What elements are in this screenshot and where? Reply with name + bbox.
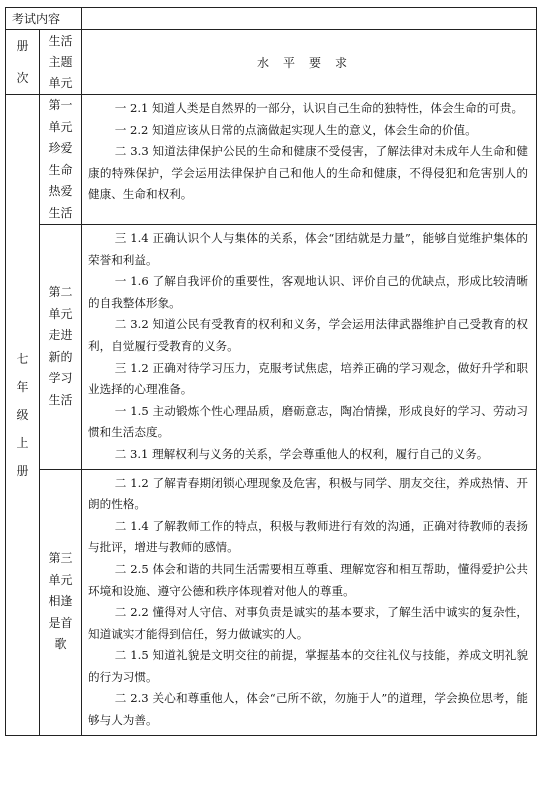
- unit-3-requirements: [82, 469, 537, 735]
- book-header-char-2: 次: [16, 71, 29, 85]
- book-header-char-1: 册: [16, 39, 29, 53]
- header-row: [6, 30, 537, 95]
- book-char-3: 级: [16, 407, 29, 422]
- unit-3-line-3: 相逢: [48, 594, 73, 609]
- requirement-item: 二 2.2 懂得对人守信、对事负责是诚实的基本要求，了解生活中诚实的复杂性，知道诚实才能得到信任，努力做诚实的人。: [88, 605, 529, 641]
- requirement-item: 二 1.5 知道礼貌是文明交往的前提，掌握基本的交往礼仪与技能，养成文明礼貌的行为习惯。: [88, 648, 529, 684]
- book-char-1: 七: [16, 351, 29, 366]
- unit-2-line-6: 生活: [48, 392, 73, 407]
- unit-column-header: [40, 30, 82, 95]
- content-table: [5, 7, 537, 736]
- unit-2-line-3: 走进: [48, 328, 73, 343]
- unit-1-line-3: 珍爱: [48, 141, 73, 155]
- exam-content-title: 考试内容: [6, 8, 82, 30]
- unit-2-requirements: [82, 225, 537, 470]
- requirement-item: 一 2.1 知道人类是自然界的一部分，认识自己生命的独特性，体会生命的可贵。: [114, 101, 524, 115]
- unit-header-line-3: 单元: [48, 75, 73, 90]
- book-char-2: 年: [16, 379, 29, 394]
- unit-2-name: [40, 225, 82, 470]
- unit-2-line-2: 单元: [48, 306, 73, 321]
- book-char-4: 上: [16, 435, 29, 450]
- unit-1-name: [40, 95, 82, 225]
- unit-3-line-4: 是首: [48, 615, 73, 630]
- requirement-item: 三 1.4 正确认识个人与集体的关系，体会“团结就是力量”，能够自觉维护集体的荣誉和利益。: [88, 231, 529, 267]
- unit-header-line-2: 主题: [48, 54, 73, 69]
- title-row-blank: [82, 8, 537, 30]
- requirement-item: 一 2.2 知道应该从日常的点滴做起实现人生的意义，体会生命的价值。: [114, 122, 477, 137]
- unit-3-line-1: 第三: [48, 551, 73, 566]
- requirement-item: 二 2.3 关心和尊重他人，体会“己所不欲，勿施于人”的道理，学会换位思考，能够与人为善。: [88, 691, 529, 728]
- unit-3-line-5: 歌: [54, 637, 67, 652]
- title-row: [6, 8, 537, 30]
- requirement-item: 二 3.3 知道法律保护公民的生命和健康不受侵害，了解法律对未成年人生命和健康的特殊保护，学会运用法律保护自己和他人的生命和健康，不得侵犯和危害别人的健康、生命和权利。: [88, 144, 529, 202]
- requirement-item: 一 1.5 主动锻炼个性心理品质，磨砺意志，陶冶情操，形成良好的学习、劳动习惯和生活态度。: [88, 403, 529, 440]
- unit-1-requirements: [82, 95, 537, 225]
- unit-3-line-2: 单元: [48, 572, 73, 587]
- unit-2-line-1: 第二: [48, 285, 73, 300]
- unit-1-line-1: 第一: [48, 98, 73, 112]
- requirement-item: 三 1.2 正确对待学习压力，克服考试焦虑，培养正确的学习观念，做好升学和职业选择的心理准备。: [88, 360, 529, 397]
- unit-1-line-4: 生命: [48, 162, 73, 177]
- book-column-header: [6, 30, 40, 95]
- unit-3-name: [40, 469, 82, 735]
- unit-header-line-1: 生活: [48, 33, 73, 48]
- requirement-item: 二 2.5 体会和谐的共同生活需要相互尊重、理解宽容和相互帮助，懂得爱护公共环境和设施、遵守公德和秩序体现着对他人的尊重。: [88, 561, 529, 598]
- unit-1-line-6: 生活: [48, 205, 73, 220]
- unit-row-2: [6, 225, 537, 470]
- unit-row-3: [6, 469, 537, 735]
- requirement-item: 二 1.2 了解青春期闭锁心理现象及危害，积极与同学、朋友交往，养成热情、开朗的性格。: [88, 475, 529, 512]
- book-cell: [6, 95, 40, 736]
- unit-2-line-5: 学习: [48, 371, 73, 386]
- book-char-5: 册: [16, 463, 29, 478]
- unit-1-line-2: 单元: [48, 119, 73, 134]
- requirement-column-header: 水平要求: [82, 30, 537, 95]
- unit-2-line-4: 新的: [48, 349, 73, 364]
- requirement-item: 二 3.2 知道公民有受教育的权利和义务，学会运用法律武器维护自己受教育的权利，自觉履行受教育的义务。: [88, 317, 529, 353]
- requirement-item: 二 3.1 理解权利与义务的关系，学会尊重他人的权利，履行自己的义务。: [114, 446, 489, 461]
- requirement-item: 一 1.6 了解自我评价的重要性，客观地认识、评价自己的优缺点，形成比较清晰的自我整体形象。: [88, 274, 529, 310]
- requirement-item: 二 1.4 了解教师工作的特点，积极与教师进行有效的沟通，正确对待教师的表扬与批评，增进与教师的感情。: [88, 518, 529, 555]
- unit-1-line-5: 热爱: [48, 184, 73, 198]
- unit-row-1: [6, 95, 537, 225]
